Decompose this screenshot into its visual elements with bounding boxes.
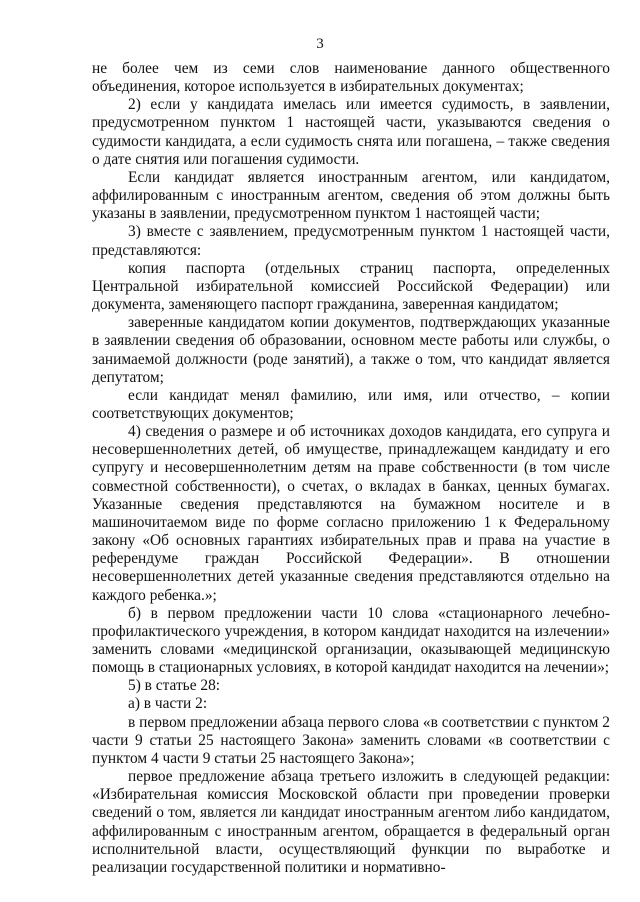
document-body — [92, 60, 610, 877]
paragraph: б) в первом предложении части 10 слова «стационарного лечебно-профилактического учреждения, в котором кандидат находится на излечении» заменить словами «медицинской организации, оказывающей медицинскую помощь в стационарных условиях, в которой кандидат находится на лечении»; — [92, 604, 610, 677]
paragraph: первое предложение абзаца третьего изложить в следующей редакции: «Избирательная комиссия Московской области при проведении проверки сведений о том, является ли кандидат иностранным агентом либо кандидатом, аффилированным с иностранным агентом, обращается в федеральный орган исполнительной власти, осуществляющий функции по выработке и реализации государственной политики и нормативно- — [92, 768, 610, 876]
paragraph: 4) сведения о размере и об источниках доходов кандидата, его супруга и несовершеннолетних детей, об имуществе, принадлежащем кандидату и его супругу и несовершеннолетним детям на праве собственности (в том числе совместной собственности), о счетах, о вкладах в банках, ценных бумагах. Указанные сведения представляются на бумажном носителе и в машиночитаемом виде по форме согласно приложению 1 к Федеральному закону «Об основных гарантиях избирательных прав и права на участие в референдуме граждан Российской Федерации». В отношении несовершеннолетних детей указанные сведения представляются отдельно на каждого ребенка.»; — [92, 423, 610, 604]
paragraph: заверенные кандидатом копии документов, подтверждающих указанные в заявлении сведения об образовании, основном месте работы или службы, о занимаемой должности (роде занятий), а также о том, что кандидат является депутатом; — [92, 314, 610, 386]
paragraph: копия паспорта (отдельных страниц паспорта, определенных Центральной избирательной комиссией Российской Федерации) или документа, заменяющего паспорт гражданина, заверенная кандидатом; — [92, 259, 610, 314]
page-number: 3 — [316, 36, 324, 52]
paragraph: Если кандидат является иностранным агентом, или кандидатом, аффилированным с иностранным агентом, сведения об этом должны быть указаны в заявлении, предусмотренном пунктом 1 настоящей части; — [92, 168, 610, 223]
paragraph: а) в части 2: — [128, 695, 208, 713]
paragraph: не более чем из семи слов наименование данного общественного объединения, которое используется в избирательных документах; — [92, 60, 610, 96]
paragraph: если кандидат менял фамилию, или имя, или отчество, – копии соответствующих документов; — [92, 386, 610, 422]
paragraph: 2) если у кандидата имелась или имеется судимость, в заявлении, предусмотренном пунктом 1 настоящей части, указываются сведения о судимости кандидата, а если судимость снята или погашена, – также сведения о дате снятия или погашения судимости. — [92, 96, 610, 168]
paragraph: в первом предложении абзаца первого слова «в соответствии с пунктом 2 части 9 статьи 25 настоящего Закона» заменить словами «в соответствии с пунктом 4 части 9 статьи 25 настоящего Закона»; — [92, 713, 610, 767]
paragraph: 5) в статье 28: — [128, 677, 221, 695]
paragraph: 3) вместе с заявлением, предусмотренным пунктом 1 настоящей части, представляются: — [92, 223, 610, 259]
